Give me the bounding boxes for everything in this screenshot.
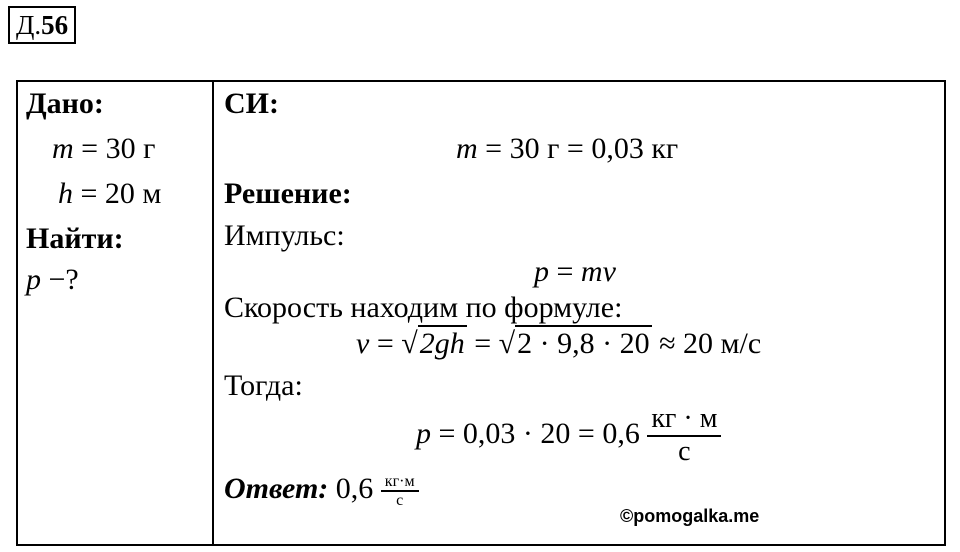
si-title: СИ: [224, 87, 279, 120]
final-unit-fraction: $\frac{кг \cdot м}{с}$ [647, 404, 721, 468]
answer-unit-fraction: $\frac{кг\cdot м}{с}$ [381, 473, 419, 510]
impulse-label: Импульс: [224, 219, 345, 252]
final-formula: p = 0,03 · 20 = 0,6 $\frac{кг \cdot м}{с}$ [416, 402, 721, 468]
find-title: Найти: [26, 222, 124, 255]
solution-title: Решение: [224, 177, 352, 210]
find-momentum: p −? [26, 263, 79, 296]
problem-number-box [8, 6, 76, 44]
answer-label: Ответ: [224, 472, 329, 505]
given-title: Дано: [26, 87, 104, 120]
si-mass-conversion: m = 30 г = 0,03 кг [456, 132, 679, 165]
answer-value: 0,6 [328, 472, 381, 505]
problem-prefix: Д. [16, 10, 42, 40]
then-label: Тогда: [224, 369, 303, 402]
problem-number: 56 [41, 10, 69, 40]
impulse-formula: p = mv [534, 255, 616, 288]
given-mass: m = 30 г [52, 132, 156, 165]
answer-line [224, 462, 419, 516]
given-height: h = 20 м [58, 177, 162, 210]
column-divider [212, 82, 214, 544]
solution-table [16, 80, 946, 546]
speed-label: Скорость находим по формуле: [224, 291, 623, 324]
speed-formula: v = √2gh = √2 · 9,8 · 20 ≈ 20 м/с [356, 327, 762, 360]
watermark: ©pomogalka.me [620, 506, 760, 526]
